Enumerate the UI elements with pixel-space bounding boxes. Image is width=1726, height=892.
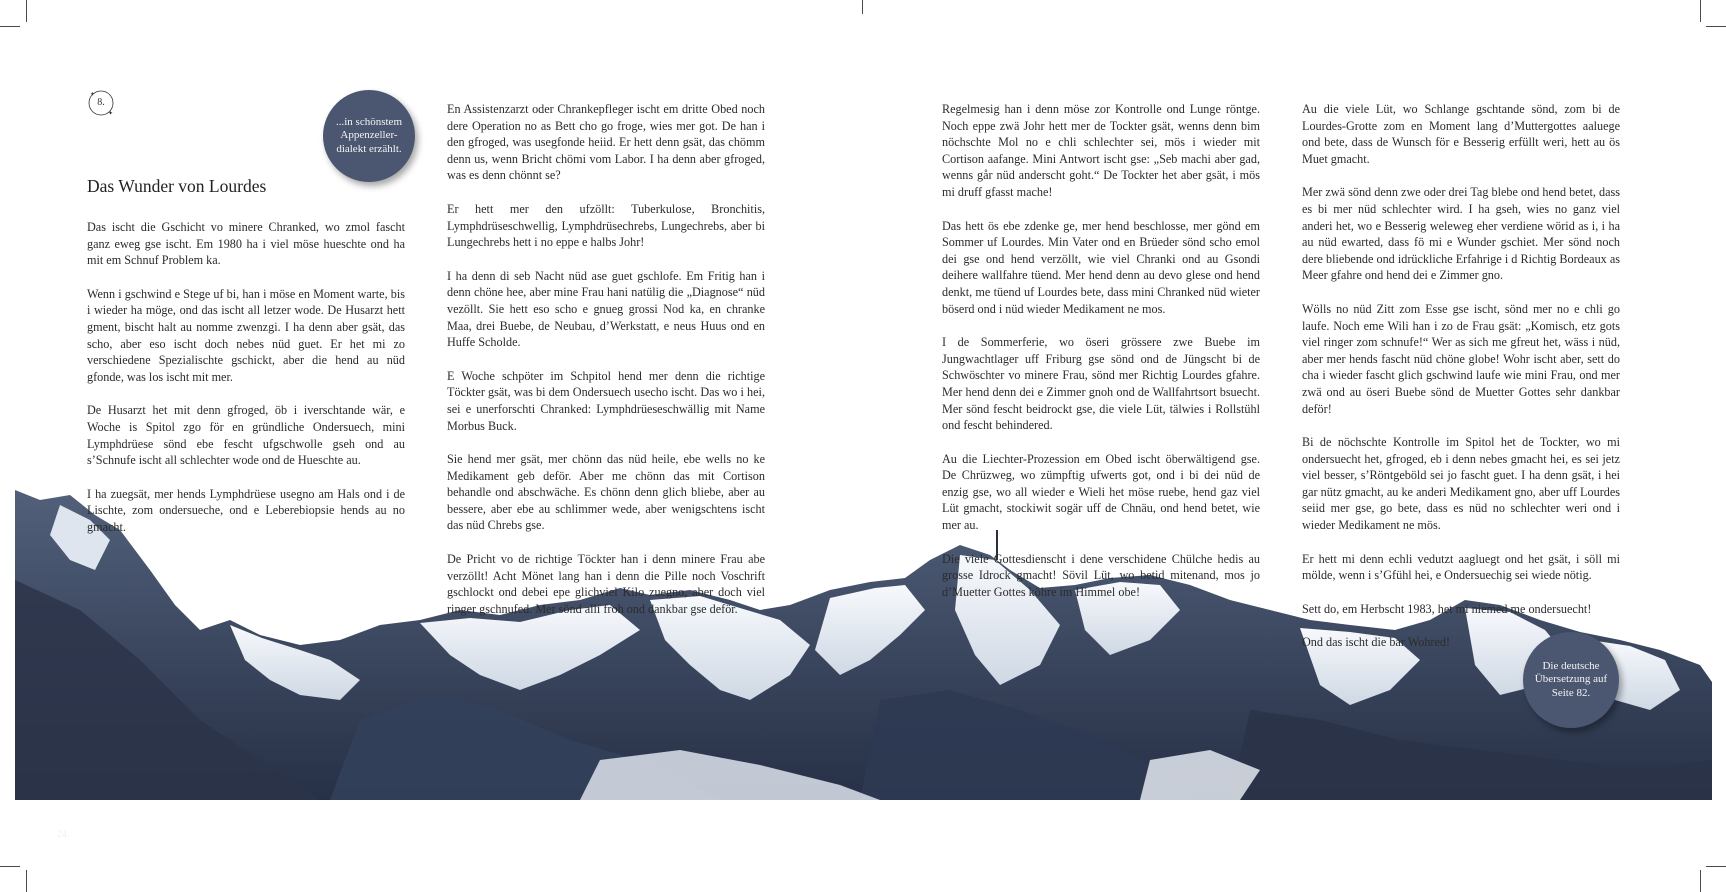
paragraph: I de Sommerferie, wo öseri grössere zwe Buebe im Jungwachtlager uff Friburg gse sönd ond de Jüngscht bi de Schwöschter vo minere Frau, sönd mer Richtig Lourdes gfahre. Mer hend denn dei e Zimmer gnoh ond de Wallfahrtsort bsuecht. Mer sönd fescht beidrockt gse, die viele Lüt, tälwies i Rollstühl ond fescht behindered. [942, 335, 1260, 433]
paragraph: Er hett mer den ufzöllt: Tuberkulose, Bronchitis, Lymphdrüseschwellig, Lymphdrüsechrebs, Lungechrebs, aber bi Lungechrebs hett i no eppe e halbs Johr! [447, 201, 765, 250]
paragraph: Sett do, em Herbscht 1983, het mi niemed me ondersuecht! [1302, 601, 1592, 616]
text-column-3 [942, 101, 1260, 617]
crop-mark [26, 0, 27, 22]
crop-mark [1700, 0, 1701, 22]
paragraph: Die viele Gottesdienscht i dene verschidene Chülche hedis au grosse Idrock gmacht! Sövil Lüt, wo betid mitenand, mos jo d’Muetter Gottes köhre im Himmel obe! [942, 551, 1260, 599]
text-column-2 [447, 101, 765, 634]
paragraph: De Husarzt het mit denn gfroged, öb i iverschtande wär, e Woche is Spitol zgo för en gründliche Ondersuech, mini Lymphdrüese sönd ebe fescht ufgschwolle gseh ond au s’Schnufe ischt all schlechter wode ond de Hueschte au. [87, 403, 405, 468]
paragraph: Das hett ös ebe zdenke ge, mer hend beschlosse, mer gönd em Sommer uf Lourdes. Min Vater ond en Brüeder sönd scho emol dei gse ond hend verzöllt, wie viel Chranki ond au Gsondi deihere wallfahre tüend. Mer hend denn au devo glese ond hend denkt, me tüend uf Lourdes bete, dass mini Chranked nüd wieter böserd ond i nüd wieder Medikament ne mos. [942, 218, 1260, 316]
translation-badge [1523, 632, 1619, 728]
paragraph: Au die viele Lüt, wo Schlange gschtande sönd, zom bi de Lourdes-Grotte zom en Moment lang d’Muttergottes aaluege ond bete, dass de Wunsch för e Besserig erfüllt weri, hett au ös Muet gmacht. [1302, 102, 1620, 166]
teaser-badge [323, 90, 415, 182]
paragraph: Wölls no nüd Zitt zom Esse gse ischt, sönd mer no e chli go laufe. Noch eme Wili han i zo de Frau gsät: „Komisch, etz gots viel ringer zom schnufe!“ Wer as sich me gfreut het, wäss i nüd, aber mer hends fascht nüd chöne globe! Wohr ischt aber, sett do cha i wieder fascht glich gschwind laufe wie mini Frau, ond mer zwä ond au öseri Buebe sönd de Muetter Gottes sehr dankbar deför! [1302, 301, 1620, 416]
translation-badge-text: Die deutsche Übersetzung auf Seite 82. [1534, 659, 1608, 699]
paragraph: E Woche schpöter im Schpitol hend mer denn die richtige Töckter gsät, was bi dem Ondersuech usecho ischt. Das wo i hei, sei e unerforschti Chranked: Lymphdrüeseschwällig mit Name Morbus Buck. [447, 368, 765, 433]
svg-text:✦: ✦ [90, 91, 96, 98]
page-number: 24. [57, 829, 70, 840]
chapter-number: 8. [97, 97, 105, 108]
chapter-number-badge [86, 88, 116, 118]
paragraph: I ha denn di seb Nacht nüd ase guet gschlofe. Em Fritig han i denn chöne hee, aber mine Frau hani natülig die „Diagnose“ nüd vezöllt. Sie hett eso scho e gnueg grossi Nod ka, en chranke Maa, drei Buebe, de Neubau, d’Werkstatt, e neus Huus ond en Huffe Scholde. [447, 268, 765, 350]
paragraph: De Pricht vo de richtige Töckter han i denn minere Frau abe verzöllt! Acht Mönet lang han i denn die Pille noch Voschrift gschlockt ond debei epe glichviel Kilo zuegno, aber doch viel ringer gschnufed. Mer sönd alli froh ond dankbar gse deför. [447, 552, 765, 616]
paragraph: Er hett mi denn echli vedutzt aagluegt ond het gsät, i söll mi mölde, wenn i s’Gfühl hei, e Ondersuechig sei wiede nötig. [1302, 551, 1620, 583]
paragraph: En Assistenzarzt oder Chrankepfleger ischt em dritte Obed noch dere Operation no as Bett cho go froge, wies mer got. De han i den gfroged, was usegfonde heiid. Er hett denn gsät, das chömm denn us, wenn Bricht chömi vom Labor. I ha denn aber gfroged, was es denn chönnt se? [447, 102, 765, 183]
text-column-1 [87, 219, 405, 553]
paragraph: Wenn i gschwind e Stege uf bi, han i möse en Moment warte, bis i wieder ha möge, ond das ischt all letzer wode. De Husarzt hett gment, bischt halt au nomme zwenzgi. I ha denn aber gsät, das scho, aber eso ischt doch nebes nüd guet. Er het mi zo verschiedene Spezialischte gschickt, aber die hend au nüd gfonde, was los ischt mit mer. [87, 286, 405, 384]
story-title: Das Wunder von Lourdes [87, 176, 267, 196]
crop-mark [0, 26, 20, 27]
paragraph: Ond das ischt die bar Wohred! [1302, 635, 1451, 650]
paragraph: I ha zuegsät, mer hends Lymphdrüese usegno am Hals ond i de Lischte, zom ondersueche, ond e Leberebiopsie hends au no gmacht. [87, 486, 405, 534]
paragraph: Bi de nöchschte Kontrolle im Spitol het de Tockter, wo mi ondersuecht het, gfroged, eb i denn nebes gmacht hei, es sei jetz viel besser, s’Röntgeböld sei jo fascht guet. I ha denn gsät, i hei gar nütz gmacht, au ke anderi Medikament gno, aber uff Lourdes seiid mer gse, go bete, dass es nüd no schlechter weri ond i wieder Medikament ne mös. [1302, 435, 1620, 533]
paragraph: Au die Liechter-Prozession em Obed ischt öberwältigend gse. De Chrüzweg, wo zümpftig ufwerts got, ond i bi dei nüd de enzig gse, wo all wieder e Wieli het möse ruebe, hend gaz viel Lüt gmacht, stockiwit sogär uff de Chnäu, ond hend betet, wie mer au. [942, 451, 1260, 533]
paragraph: Regelmesig han i denn möse zor Kontrolle ond Lunge röntge. Noch eppe zwä Johr hett mer de Tockter gsät, wenns denn bim nöchschte Mol no e chli schlechter sei, mös i wieder mit Cortison aafange. Mini Antwort ischt gse: „Seb machi aber gad, wenns går nüd anderscht goht.“ De Tockter het aber gsät, i mös mi druff gfasst mache! [942, 102, 1260, 199]
text-column-4 [1302, 101, 1620, 668]
paragraph: Mer zwä sönd denn zwe oder drei Tag blebe ond hend betet, dass es bi mer nüd schlechter wird. I ha gseh, wies no ganz viel anderi het, wo e Besserig weleweg eher verdiene wörid as i, i ha au nüd ewarted, dass fö mi e Wunder gschiet. Mer sönd noch dere bliebende ond idrückliche Erfahrige i d Richtig Bordeaux as Meer gfahre ond hend dei e Zimmer gno. [1302, 185, 1620, 283]
crop-mark [1706, 26, 1726, 27]
teaser-badge-text: ...in schönstem Appenzeller-dialekt erzählt. [336, 115, 402, 155]
crop-mark [862, 0, 863, 14]
paragraph: Sie hend mer gsät, mer chönn das nüd heile, ebe wells no ke Medikament geb deför. Aber me chönn das mit Cortison behandle ond abschwäche. Es chönn denn glich bliebe, aber au bessere, aber ebe au schlimmer wede, aber wenigschtens ischt das nüd Chrebs gse. [447, 452, 765, 533]
svg-text:✦: ✦ [108, 110, 114, 117]
paragraph: Das ischt die Gschicht vo minere Chranked, wo zmol fascht ganz eweg gse ischt. Em 1980 ha i viel möse hueschte ond ha mit em Schnuf Problem ka. [87, 220, 405, 268]
